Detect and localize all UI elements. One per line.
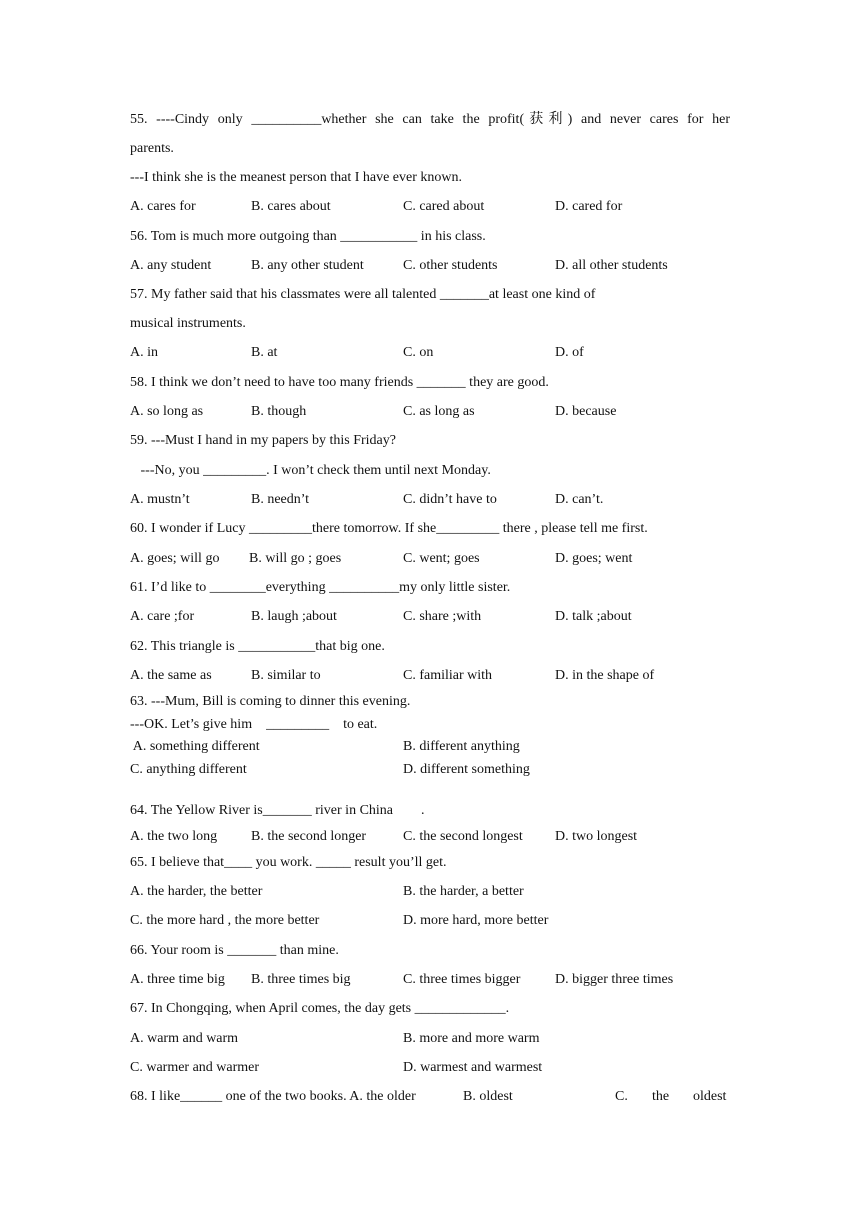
question-66-option-b: B. three times big xyxy=(251,972,351,987)
question-55-option-d: D. cared for xyxy=(555,199,623,214)
question-59-option-d: D. can’t. xyxy=(555,492,604,507)
question-55-stem-line-3: ---I think she is the meanest person that I have ever known. xyxy=(130,170,463,185)
question-65-option-c: C. the more hard , the more better xyxy=(130,913,320,928)
question-61-option-d: D. talk ;about xyxy=(555,609,632,624)
question-65-stem: 65. I believe that____ you work. _____ result you’ll get. xyxy=(130,855,447,870)
question-58-option-b: B. though xyxy=(251,404,307,419)
question-57-option-a: A. in xyxy=(130,345,158,360)
question-61-option-c: C. share ;with xyxy=(403,609,482,624)
question-68-option-b: B. oldest xyxy=(463,1089,513,1104)
question-64-option-c: C. the second longest xyxy=(403,829,523,844)
question-55-stem-line-2: parents. xyxy=(130,141,174,156)
question-64-option-d: D. two longest xyxy=(555,829,638,844)
question-60-option-a: A. goes; will go xyxy=(130,551,220,566)
question-62-stem: 62. This triangle is ___________that big one. xyxy=(130,639,385,654)
question-67-option-b: B. more and more warm xyxy=(403,1031,540,1046)
question-60-option-c: C. went; goes xyxy=(403,551,480,566)
question-68-option-c-word-1: the xyxy=(652,1089,670,1104)
question-59-stem-line-2: ---No, you _________. I won’t check them until next Monday. xyxy=(130,463,491,478)
question-58-option-a: A. so long as xyxy=(130,404,204,419)
question-63-option-a: A. something different xyxy=(130,739,260,754)
question-55-stem-line-1: 55. ----Cindy only __________whether she can take the profit(获利) and never cares for her xyxy=(130,112,730,127)
question-59-option-c: C. didn’t have to xyxy=(403,492,497,507)
question-56-option-a: A. any student xyxy=(130,258,212,273)
question-63-stem-line-1: 63. ---Mum, Bill is coming to dinner this evening. xyxy=(130,694,411,709)
question-67-option-a: A. warm and warm xyxy=(130,1031,239,1046)
question-57-option-c: C. on xyxy=(403,345,434,360)
question-67-option-c: C. warmer and warmer xyxy=(130,1060,260,1075)
question-65-option-a: A. the harder, the better xyxy=(130,884,263,899)
question-58-option-d: D. because xyxy=(555,404,617,419)
question-63-option-d: D. different something xyxy=(403,762,530,777)
question-68-option-c-letter: C. xyxy=(615,1089,628,1104)
question-64-stem: 64. The Yellow River is_______ river in China . xyxy=(130,803,425,818)
question-55-option-b: B. cares about xyxy=(251,199,331,214)
question-61-stem: 61. I’d like to ________everything __________my only little sister. xyxy=(130,580,511,595)
question-67-option-d: D. warmest and warmest xyxy=(403,1060,543,1075)
question-57-option-d: D. of xyxy=(555,345,584,360)
question-57-stem-line-1: 57. My father said that his classmates were all talented _______at least one kind of xyxy=(130,287,596,302)
question-58-stem: 58. I think we don’t need to have too many friends _______ they are good. xyxy=(130,375,549,390)
question-62-option-b: B. similar to xyxy=(251,668,321,683)
question-62-option-a: A. the same as xyxy=(130,668,212,683)
question-66-stem: 66. Your room is _______ than mine. xyxy=(130,943,339,958)
question-68-stem: 68. I like______ one of the two books. A. the older xyxy=(130,1089,416,1104)
question-59-stem-line-1: 59. ---Must I hand in my papers by this Friday? xyxy=(130,433,396,448)
question-55-option-c: C. cared about xyxy=(403,199,485,214)
question-57-option-b: B. at xyxy=(251,345,278,360)
question-61-option-b: B. laugh ;about xyxy=(251,609,337,624)
question-63-option-c: C. anything different xyxy=(130,762,247,777)
question-63-stem-line-2: ---OK. Let’s give him _________ to eat. xyxy=(130,717,378,732)
question-66-option-c: C. three times bigger xyxy=(403,972,521,987)
question-56-option-c: C. other students xyxy=(403,258,498,273)
question-60-option-b: B. will go ; goes xyxy=(249,551,342,566)
question-56-stem: 56. Tom is much more outgoing than ___________ in his class. xyxy=(130,229,486,244)
question-64-option-b: B. the second longer xyxy=(251,829,367,844)
question-66-option-a: A. three time big xyxy=(130,972,225,987)
question-56-option-b: B. any other student xyxy=(251,258,364,273)
question-65-option-b: B. the harder, a better xyxy=(403,884,524,899)
question-55-option-a: A. cares for xyxy=(130,199,196,214)
question-63-option-b: B. different anything xyxy=(403,739,520,754)
question-62-option-d: D. in the shape of xyxy=(555,668,655,683)
question-66-option-d: D. bigger three times xyxy=(555,972,674,987)
question-61-option-a: A. care ;for xyxy=(130,609,195,624)
question-68-option-c-word-2: oldest xyxy=(693,1089,727,1104)
question-67-stem: 67. In Chongqing, when April comes, the day gets _____________. xyxy=(130,1001,510,1016)
question-59-option-b: B. needn’t xyxy=(251,492,310,507)
question-62-option-c: C. familiar with xyxy=(403,668,493,683)
question-65-option-d: D. more hard, more better xyxy=(403,913,549,928)
question-58-option-c: C. as long as xyxy=(403,404,475,419)
question-59-option-a: A. mustn’t xyxy=(130,492,190,507)
question-64-option-a: A. the two long xyxy=(130,829,218,844)
question-56-option-d: D. all other students xyxy=(555,258,668,273)
question-60-option-d: D. goes; went xyxy=(555,551,633,566)
question-57-stem-line-2: musical instruments. xyxy=(130,316,246,331)
question-60-stem: 60. I wonder if Lucy _________there tomorrow. If she_________ there , please tell me first. xyxy=(130,521,648,536)
